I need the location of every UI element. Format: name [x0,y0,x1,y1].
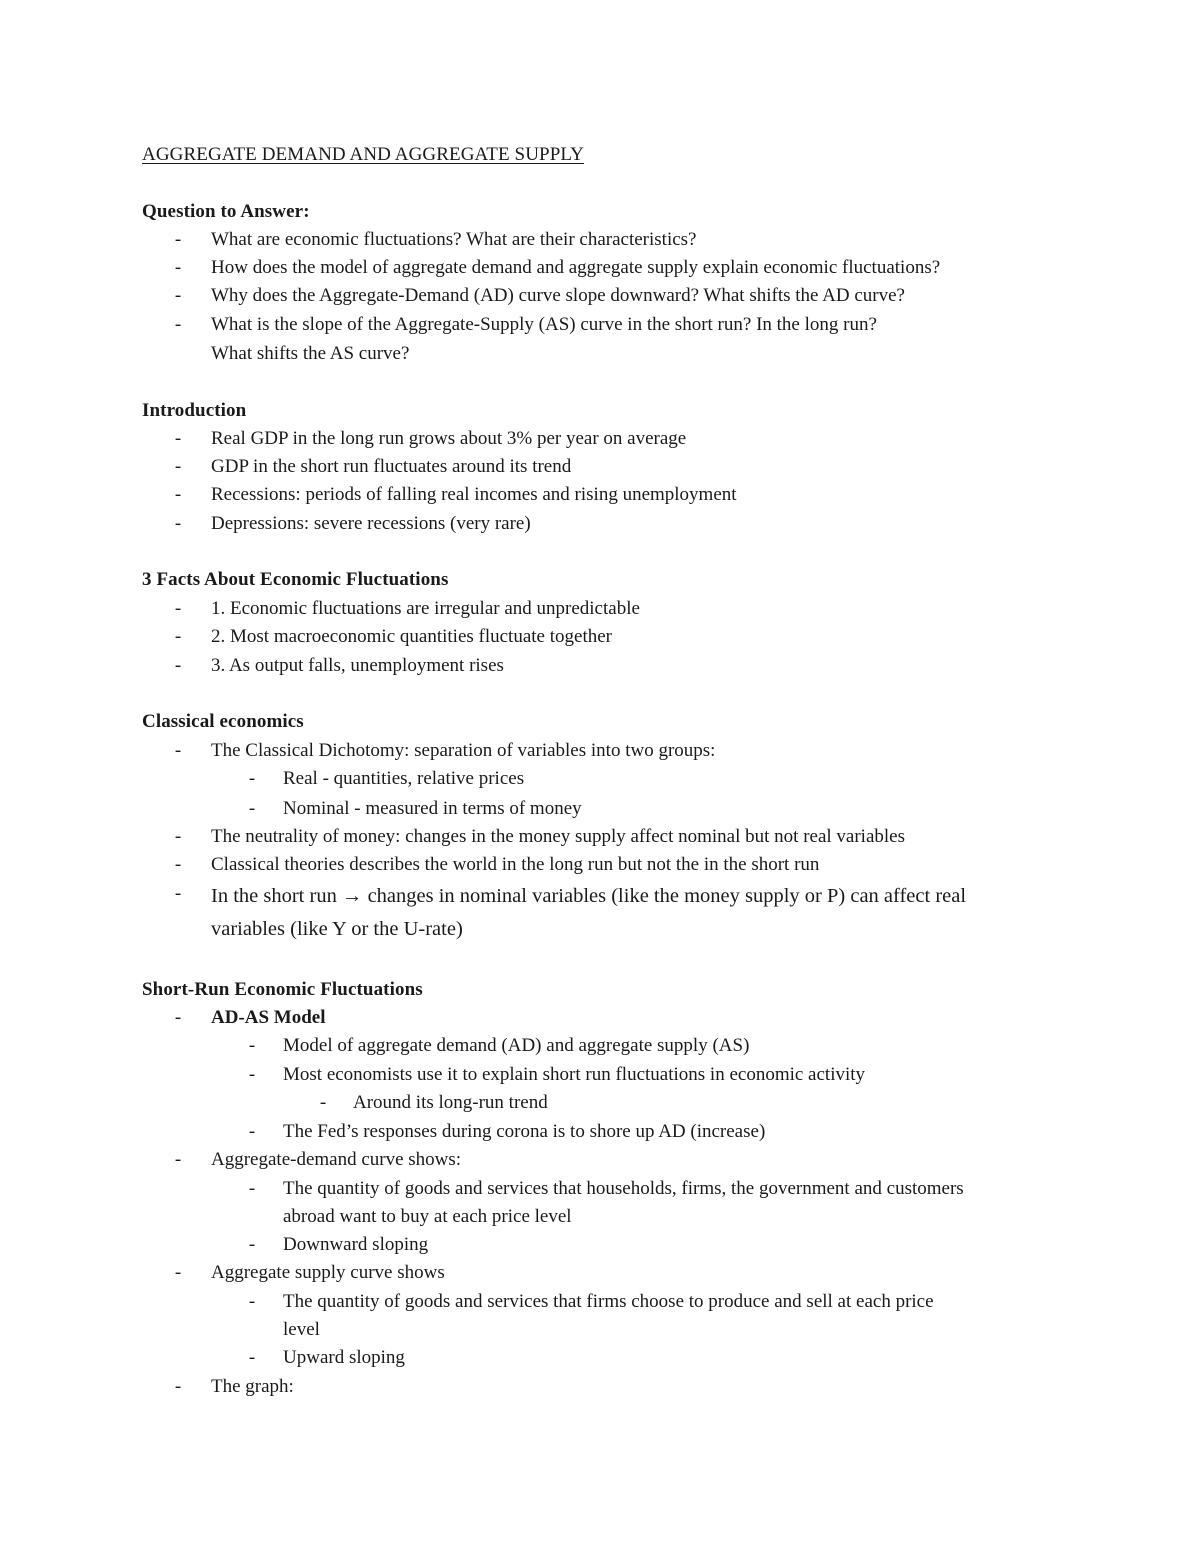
list-item [0,765,1200,793]
bullet-dash: - [174,883,182,904]
list-item [0,425,1200,453]
bullet-dash: - [248,1064,256,1085]
bullet-dash: - [174,740,182,761]
list-item [0,1259,1200,1287]
list-item [0,623,1200,651]
list-item [0,1175,1200,1203]
list-item-text: Classical theories describes the world in the long run but not the in the short run [211,854,820,875]
bullet-dash: - [248,1291,256,1312]
list-item [0,282,1200,310]
list-item [0,226,1200,254]
list-item [0,1146,1200,1174]
list-item-text: Real GDP in the long run grows about 3% per year on average [211,428,687,449]
bullet-dash: - [248,768,256,789]
list-item-text: The Classical Dichotomy: separation of variables into two groups: [211,740,716,761]
list-item-text: AD-AS Model [211,1007,326,1028]
list-item-continuation: What shifts the AS curve? [211,343,410,364]
section-heading-introduction: Introduction [142,400,247,421]
bullet-dash: - [174,1376,182,1397]
list-item-text: The graph: [211,1376,294,1397]
list-item-text: What are economic fluctuations? What are their characteristics? [211,229,697,250]
list-item-text: 1. Economic fluctuations are irregular and unpredictable [211,598,640,619]
bullet-dash: - [174,1262,182,1283]
list-item-text: Recessions: periods of falling real incomes and rising unemployment [211,484,737,505]
list-item-text: Around its long-run trend [353,1092,548,1113]
list-item [0,1118,1200,1146]
bullet-dash: - [248,798,256,819]
bullet-dash: - [248,1121,256,1142]
bullet-dash: - [248,1035,256,1056]
list-item-text: How does the model of aggregate demand and aggregate supply explain economic fluctuations? [211,257,941,278]
list-item-text: Upward sloping [283,1347,405,1368]
bullet-dash: - [248,1347,256,1368]
list-item [0,737,1200,765]
list-item [0,1004,1200,1032]
bullet-dash: - [174,826,182,847]
list-item-text: GDP in the short run fluctuates around its trend [211,456,572,477]
list-item [0,823,1200,851]
list-item-text: What is the slope of the Aggregate-Supply (AS) curve in the short run? In the long run? [211,314,877,335]
list-item-text: Nominal - measured in terms of money [283,798,582,819]
list-item [0,1344,1200,1372]
bullet-dash: - [174,428,182,449]
list-item-text: The Fed’s responses during corona is to shore up AD (increase) [283,1121,766,1142]
list-item-text: Downward sloping [283,1234,429,1255]
list-item [0,1032,1200,1060]
bullet-dash: - [174,257,182,278]
list-item [0,254,1200,282]
bullet-dash: - [174,655,182,676]
list-item-text: Model of aggregate demand (AD) and aggregate supply (AS) [283,1035,750,1056]
section-heading-short-run: Short-Run Economic Fluctuations [142,979,423,1000]
bullet-dash: - [174,1007,182,1028]
bullet-dash: - [174,314,182,335]
list-item [0,595,1200,623]
list-item-text: 3. As output falls, unemployment rises [211,655,504,676]
bullet-dash: - [174,854,182,875]
list-item [0,880,1200,908]
list-item [0,1373,1200,1401]
list-item-text: The quantity of goods and services that households, firms, the government and customers [283,1178,964,1199]
list-item [0,1231,1200,1259]
bullet-dash: - [174,1149,182,1170]
list-item [0,510,1200,538]
bullet-dash: - [174,456,182,477]
list-item-text: 2. Most macroeconomic quantities fluctuate together [211,626,612,647]
list-item [0,1061,1200,1089]
list-item [0,481,1200,509]
bullet-dash: - [248,1234,256,1255]
bullet-dash: - [174,285,182,306]
list-item-continuation: level [283,1319,320,1340]
list-item-text: Depressions: severe recessions (very rare) [211,513,531,534]
list-item [0,1089,1200,1117]
list-item-text: The neutrality of money: changes in the money supply affect nominal but not real variables [211,826,906,847]
list-item-continuation: variables (like Y or the U-rate) [211,918,463,940]
list-item-text: Why does the Aggregate-Demand (AD) curve slope downward? What shifts the AD curve? [211,285,905,306]
bullet-dash: - [174,598,182,619]
list-item-text: Aggregate supply curve shows [211,1262,445,1283]
bullet-dash: - [174,229,182,250]
list-item-text: Most economists use it to explain short run fluctuations in economic activity [283,1064,866,1085]
bullet-dash: - [174,513,182,534]
bullet-dash: - [248,1178,256,1199]
list-item [0,1288,1200,1316]
bullet-dash: - [174,626,182,647]
list-item [0,851,1200,879]
list-item [0,453,1200,481]
section-heading-classical: Classical economics [142,711,304,732]
bullet-dash: - [319,1092,327,1113]
list-item-text: Aggregate-demand curve shows: [211,1149,462,1170]
list-item [0,652,1200,680]
list-item-continuation: abroad want to buy at each price level [283,1206,572,1227]
list-item-text: The quantity of goods and services that firms choose to produce and sell at each price [283,1291,934,1312]
section-heading-facts: 3 Facts About Economic Fluctuations [142,569,449,590]
list-item [0,311,1200,339]
list-item [0,795,1200,823]
bullet-dash: - [174,484,182,505]
document-title: AGGREGATE DEMAND AND AGGREGATE SUPPLY [142,144,584,165]
section-heading-questions: Question to Answer: [142,201,310,222]
list-item-text: Real - quantities, relative prices [283,768,525,789]
list-item-text: In the short run → changes in nominal variables (like the money supply or P) can affect real [211,885,967,907]
